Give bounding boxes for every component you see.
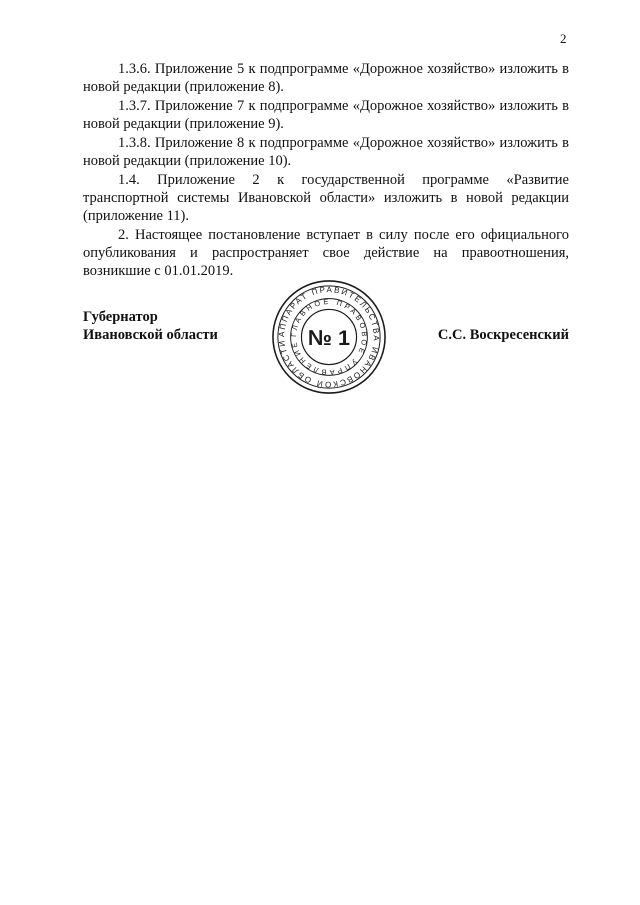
official-seal-stamp (270, 278, 388, 396)
signatory-name: С.С. Воскресенский (437, 327, 569, 343)
seal-inner-text: ГЛАВНОЕ ПРАВОВОЕ УПРАВЛЕНИЕ (289, 296, 369, 378)
signatory-title (83, 308, 218, 344)
seal-outer-text: АППАРАТ ПРАВИТЕЛЬСТВА ИВАНОВСКОЙ ОБЛАСТИ (277, 285, 381, 389)
paragraph-1-3-7: 1.3.7. Приложение 7 к подпрограмме «Дорожное хозяйство» изложить в новой редакции (приложение 9). (83, 98, 569, 132)
paragraph-1-3-6: 1.3.6. Приложение 5 к подпрограмме «Дорожное хозяйство» изложить в новой редакции (приложение 8). (83, 61, 569, 95)
seal-center-text: № 1 (307, 324, 351, 350)
signatory-title-line-2: Ивановской области (83, 327, 218, 343)
signatory-title-line-1: Губернатор (83, 309, 158, 325)
page-number: 2 (560, 31, 567, 46)
paragraph-2: 2. Настоящее постановление вступает в силу после его официального опубликования и распространяет свое действие на правоотношения, возникшие с 01.01.2019. (83, 227, 569, 279)
paragraph-1-4: 1.4. Приложение 2 к государственной программе «Развитие транспортной системы Ивановской области» изложить в новой редакции (приложение 11). (83, 172, 569, 224)
document-body (83, 60, 569, 281)
paragraph-1-3-8: 1.3.8. Приложение 8 к подпрограмме «Дорожное хозяйство» изложить в новой редакции (приложение 10). (83, 135, 569, 169)
